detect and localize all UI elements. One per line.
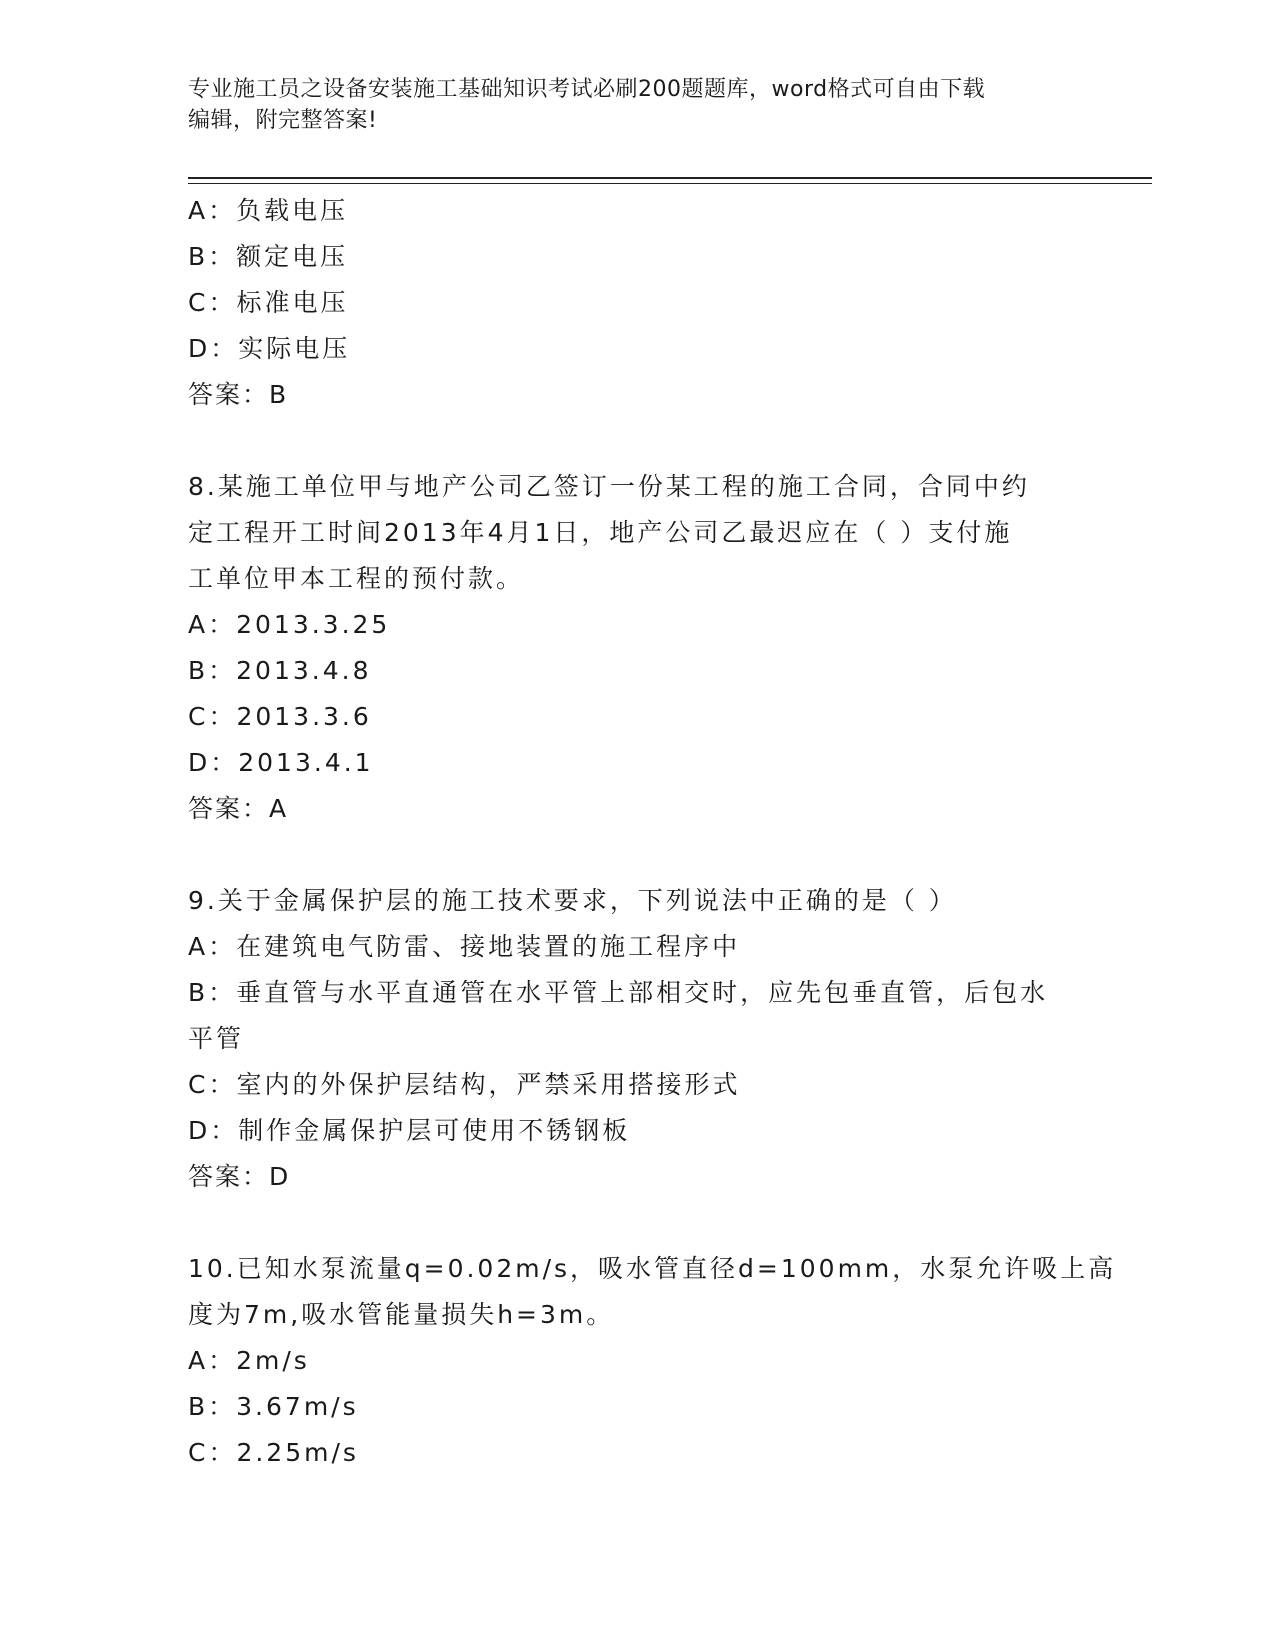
spacer	[188, 832, 1088, 878]
answer-label: 答案：D	[188, 1162, 291, 1191]
option-b: B：3.67m/s	[188, 1392, 359, 1421]
header-divider-thin	[188, 183, 1152, 184]
question-stem-line-2: 度为7m,吸水管能量损失h=3m。	[188, 1300, 615, 1329]
option-a: A：2013.3.25	[188, 610, 391, 639]
option-a: A：负载电压	[188, 196, 349, 225]
question-stem-line-2: 定工程开工时间2013年4月1日，地产公司乙最迟应在（ ）支付施	[188, 518, 1013, 547]
spacer	[188, 418, 1088, 464]
question-stem-line-1: 9.关于金属保护层的施工技术要求，下列说法中正确的是（ ）	[188, 886, 957, 915]
option-c: C：标准电压	[188, 288, 349, 317]
question-7	[188, 188, 1088, 418]
option-d: D：实际电压	[188, 334, 351, 363]
answer-label: 答案：A	[188, 794, 289, 823]
option-a: A：在建筑电气防雷、接地装置的施工程序中	[188, 932, 741, 961]
option-c: C：室内的外保护层结构，严禁采用搭接形式	[188, 1070, 741, 1099]
header-divider-thick	[188, 177, 1152, 179]
header-title-line-2: 编辑，附完整答案!	[188, 108, 378, 133]
option-b-line-2: 平管	[188, 1024, 245, 1053]
option-b: B：额定电压	[188, 242, 349, 271]
option-b-line-1: B：垂直管与水平直通管在水平管上部相交时，应先包垂直管，后包水	[188, 978, 1049, 1007]
option-c: C：2013.3.6	[188, 702, 372, 731]
option-a: A：2m/s	[188, 1346, 310, 1375]
question-9	[188, 878, 1088, 1200]
option-c: C：2.25m/s	[188, 1438, 359, 1467]
document-header	[188, 74, 1088, 136]
header-title-line-1: 专业施工员之设备安装施工基础知识考试必刷200题题库，word格式可自由下载	[188, 77, 986, 102]
option-b: B：2013.4.8	[188, 656, 372, 685]
question-stem-line-1: 10.已知水泵流量q=0.02m/s，吸水管直径d=100mm，水泵允许吸上高	[188, 1254, 1117, 1283]
option-d: D：2013.4.1	[188, 748, 374, 777]
question-stem-line-3: 工单位甲本工程的预付款。	[188, 564, 525, 593]
question-10	[188, 1246, 1117, 1476]
question-content	[188, 188, 1117, 1476]
answer-label: 答案：B	[188, 380, 289, 409]
spacer	[188, 1200, 1088, 1246]
option-d: D：制作金属保护层可使用不锈钢板	[188, 1116, 631, 1145]
question-8	[188, 464, 1088, 832]
question-stem-line-1: 8.某施工单位甲与地产公司乙签订一份某工程的施工合同，合同中约	[188, 472, 1030, 501]
